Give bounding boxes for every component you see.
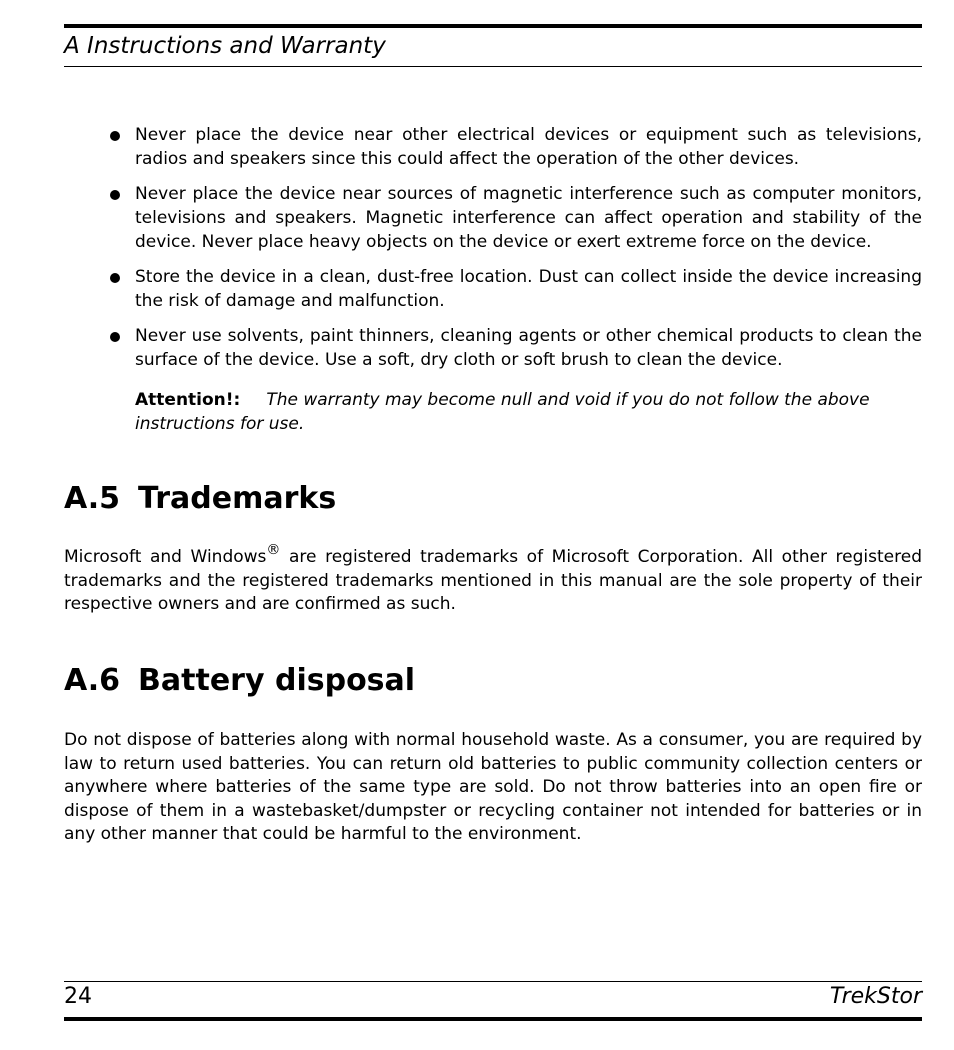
list-item [64,265,922,313]
page-number: 24 [64,984,92,1009]
section-heading-trademarks [64,479,336,519]
manual-page [64,0,922,1050]
bullet-icon [110,273,120,283]
list-item [64,123,922,171]
attention-text: The warranty may become null and void if you do not follow the above instructions for use. [135,390,870,434]
section-heading-battery-disposal [64,661,415,701]
list-item [64,182,922,254]
list-item-text: Store the device in a clean, dust-free location. Dust can collect inside the device increasing the risk of damage and malfunction. [135,267,922,311]
bullet-icon [110,190,120,200]
section-number: A.5 [64,481,121,516]
bullet-icon [110,131,120,141]
instruction-list [64,123,922,383]
bullet-icon [110,332,120,342]
list-item-text: Never use solvents, paint thinners, cleaning agents or other chemical products to clean the surface of the device. Use a soft, dry cloth or soft brush to clean the device. [135,326,922,370]
battery-disposal-paragraph: Do not dispose of batteries along with normal household waste. As a consumer, you are required by law to return used batteries. You can return old batteries to public community collection centers or anywhere where batteries of the same type are sold. Do not throw batteries into an open fire or dispose of them in a wastebasket/dumpster or recycling container not intended for batteries or in any other manner that could be harmful to the environment. [64,730,922,844]
running-header-title: A Instructions and Warranty [64,33,386,59]
header-top-rule [64,24,922,28]
section-title: Trademarks [138,481,337,516]
footer-top-rule [64,981,922,982]
list-item [64,324,922,372]
footer-brand: TrekStor [829,984,922,1009]
trademarks-text-end: are registered trademarks of Microsoft Corporation. All other registered trademarks and the registered trademarks mentioned in this manual are the sole property of their respective owners and are confirmed as such. [64,547,922,614]
section-title: Battery disposal [138,663,416,698]
trademarks-text-start: Microsoft and Windows [64,547,267,567]
list-item-text: Never place the device near other electrical devices or equipment such as televisions, radios and speakers since this could affect the operation of the other devices. [135,125,922,169]
trademarks-paragraph [64,542,922,617]
attention-label: Attention!: [135,390,241,410]
list-item-text: Never place the device near sources of magnetic interference such as computer monitors, televisions and speakers. Magnetic interference can affect operation and stability of the device. Never place heavy objects on the device or exert extreme force on the device. [135,184,922,252]
registered-mark: ® [266,542,281,558]
section-number: A.6 [64,663,121,698]
header-bottom-rule [64,66,922,67]
attention-note [135,388,895,436]
footer-bottom-rule [64,1017,922,1021]
